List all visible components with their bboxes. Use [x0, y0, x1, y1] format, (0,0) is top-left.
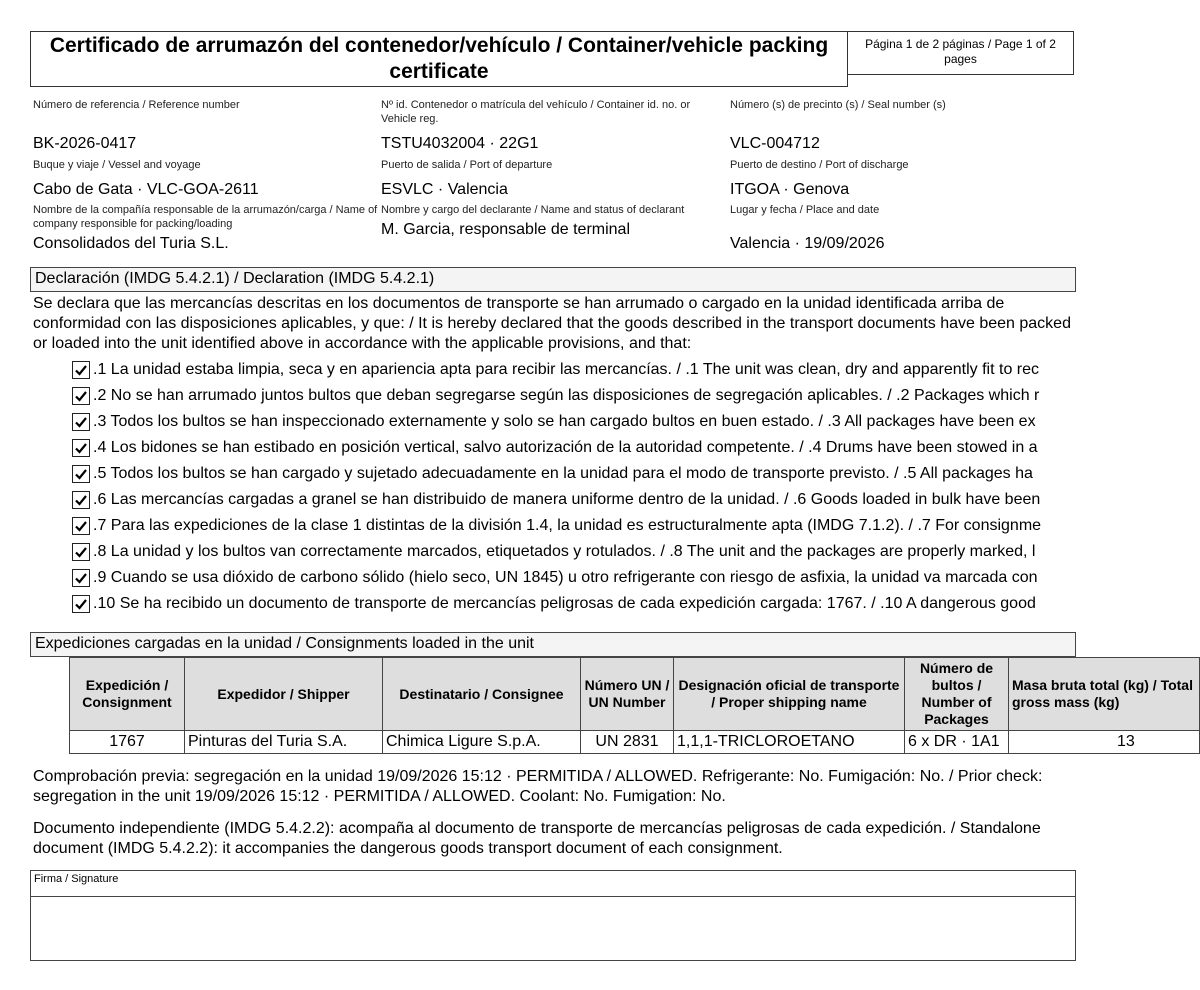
- reference-number-cell: [33, 98, 378, 112]
- check-icon: [74, 571, 88, 585]
- table-row: [70, 731, 1200, 754]
- vessel-cell: [33, 158, 259, 200]
- checkbox-checked[interactable]: [72, 439, 90, 457]
- checkbox-checked[interactable]: [72, 543, 90, 561]
- check-icon: [74, 493, 88, 507]
- checklist-item-text: .5 Todos los bultos se han cargado y sujetado adecuadamente en la unidad para el modo de transporte previsto. / .5 All packages ha: [93, 465, 1033, 482]
- declaration-checklist: [72, 357, 1076, 617]
- column-header-shipping-name: Designación oficial de transporte / Proper shipping name: [674, 658, 905, 731]
- cell-consignee: Chimica Ligure S.p.A.: [383, 731, 581, 754]
- declarant-cell: [381, 203, 701, 240]
- checklist-item-text: .4 Los bidones se han estibado en posición vertical, salvo autorización de la autoridad competente. / .4 Drums have been stowed in a: [93, 439, 1038, 456]
- declarant-value: M. Garcia, responsable de terminal: [381, 221, 630, 238]
- checklist-item: [72, 409, 1076, 435]
- checkbox-checked[interactable]: [72, 517, 90, 535]
- place-date-label: Lugar y fecha / Place and date: [730, 204, 880, 216]
- packing-certificate-page: [30, 31, 1193, 885]
- check-icon: [74, 363, 88, 377]
- column-header-consignment: Expedición / Consignment: [70, 658, 185, 731]
- column-header-shipper: Expedidor / Shipper: [185, 658, 383, 731]
- cell-shipping-name: 1,1,1-TRICLOROETANO: [674, 731, 905, 754]
- checklist-item-text: .8 La unidad y los bultos van correctamente marcados, etiquetados y rotulados. / .8 The unit and the packages are properly marked, l: [93, 543, 1036, 560]
- check-icon: [74, 389, 88, 403]
- checklist-item-text: .1 La unidad estaba limpia, seca y en apariencia apta para recibir las mercancías. / .1 The unit was clean, dry and apparently fit to rec: [93, 361, 1040, 378]
- signature-area[interactable]: [31, 897, 1075, 960]
- declarant-label: Nombre y cargo del declarante / Name and status of declarant: [381, 204, 685, 216]
- departure-label: Puerto de salida / Port of departure: [381, 159, 553, 171]
- checkbox-checked[interactable]: [72, 595, 90, 613]
- prior-check-note: Comprobación previa: segregación en la unidad 19/09/2026 15:12 · PERMITIDA / ALLOWED. Refrigerante: No. Fumigación: No. / Prior check: segregation in the unit 19/09/2026 15:12 · PERMITIDA / ALLOWED. Coolant: No. Fumigation: No.: [33, 768, 1043, 805]
- container-id-value: TSTU4032004 · 22G1: [381, 135, 539, 152]
- checklist-item-text: .10 Se ha recibido un documento de transporte de mercancías peligrosas de cada expedición cargada: 1767. / .10 A dangerous good: [93, 595, 1036, 612]
- checkbox-checked[interactable]: [72, 569, 90, 587]
- seal-number-value-cell: [730, 134, 820, 154]
- column-header-packages: Número de bultos / Number of Packages: [905, 658, 1009, 731]
- reference-number-label: Número de referencia / Reference number: [33, 99, 240, 111]
- departure-value: ESVLC · Valencia: [381, 181, 508, 198]
- checklist-item: [72, 383, 1076, 409]
- consignments-heading: Expediciones cargadas en la unidad / Consignments loaded in the unit: [30, 632, 1076, 657]
- checklist-item-text: .3 Todos los bultos se han inspeccionado externamente y solo se han cargado bultos en buen estado. / .3 All packages have been ex: [93, 413, 1036, 430]
- cell-un-number: UN 2831: [581, 731, 674, 754]
- checklist-item-text: .9 Cuando se usa dióxido de carbono sólido (hielo seco, UN 1845) u otro refrigerante con riesgo de asfixia, la unidad va marcada con: [93, 569, 1038, 586]
- signature-label: Firma / Signature: [31, 871, 1075, 897]
- check-icon: [74, 597, 88, 611]
- vessel-label: Buque y viaje / Vessel and voyage: [33, 159, 201, 171]
- declaration-intro: Se declara que las mercancías descritas en los documentos de transporte se han arrumado o cargado en la unidad identificada arriba de conformidad con las disposiciones aplicables, y que: / It is hereby declared that the goods described in the transport documents have been packed or loaded into the unit identified above in accordance with the applicable provisions, and that:: [33, 295, 1071, 352]
- consignments-table: [69, 657, 1200, 754]
- checklist-item: [72, 513, 1076, 539]
- checkbox-checked[interactable]: [72, 361, 90, 379]
- cell-gross-mass: 13: [1009, 731, 1200, 754]
- cell-consignment: 1767: [70, 731, 185, 754]
- container-id-label: Nº id. Contenedor o matrícula del vehículo / Container id. no. or Vehicle reg.: [381, 99, 691, 125]
- page-indicator: Página 1 de 2 páginas / Page 1 of 2 pages: [848, 31, 1074, 75]
- departure-cell: [381, 158, 552, 200]
- signature-box: [30, 870, 1076, 961]
- title-row: [30, 31, 1076, 88]
- vessel-value: Cabo de Gata · VLC-GOA-2611: [33, 181, 259, 198]
- cell-shipper: Pinturas del Turia S.A.: [185, 731, 383, 754]
- column-header-gross-mass: Masa bruta total (kg) / Total gross mass (kg): [1009, 658, 1200, 731]
- check-icon: [74, 467, 88, 481]
- table-header-row: [70, 658, 1200, 731]
- seal-number-value: VLC-004712: [730, 135, 820, 152]
- seal-number-label: Número (s) de precinto (s) / Seal number (s): [730, 99, 946, 111]
- checklist-item: [72, 565, 1076, 591]
- checklist-item-text: .7 Para las expediciones de la clase 1 distintas de la división 1.4, la unidad es estructuralmente apta (IMDG 7.1.2). / .7 For consignme: [93, 517, 1042, 534]
- company-value: Consolidados del Turia S.L.: [33, 235, 229, 252]
- check-icon: [74, 545, 88, 559]
- company-cell: [33, 203, 378, 254]
- cell-packages: 6 x DR · 1A1: [905, 731, 1009, 754]
- container-id-cell: [381, 98, 726, 126]
- declaration-heading: Declaración (IMDG 5.4.2.1) / Declaration (IMDG 5.4.2.1): [30, 267, 1076, 292]
- column-header-un-number: Número UN / UN Number: [581, 658, 674, 731]
- place-date-cell: [730, 203, 1075, 254]
- checklist-item: [72, 357, 1076, 383]
- check-icon: [74, 519, 88, 533]
- reference-number-value: BK-2026-0417: [33, 135, 137, 152]
- checklist-item: [72, 539, 1076, 565]
- checkbox-checked[interactable]: [72, 465, 90, 483]
- standalone-note: Documento independiente (IMDG 5.4.2.2): acompaña al documento de transporte de mercancías peligrosas de cada expedición. / Standalone document (IMDG 5.4.2.2): it accompanies the dangerous goods transport document of each consignment.: [33, 820, 1041, 857]
- checklist-item: [72, 591, 1076, 617]
- seal-number-cell: [730, 98, 1075, 112]
- check-icon: [74, 415, 88, 429]
- checkbox-checked[interactable]: [72, 387, 90, 405]
- checkbox-checked[interactable]: [72, 413, 90, 431]
- checklist-item: [72, 461, 1076, 487]
- document-title: Certificado de arrumazón del contenedor/vehículo / Container/vehicle packing certificate: [30, 31, 848, 87]
- column-header-consignee: Destinatario / Consignee: [383, 658, 581, 731]
- discharge-label: Puerto de destino / Port of discharge: [730, 159, 909, 171]
- checklist-item-text: .2 No se han arrumado juntos bultos que deban segregarse según las disposiciones de segregación aplicables. / .2 Packages which r: [93, 387, 1040, 404]
- place-date-value: Valencia · 19/09/2026: [730, 235, 885, 252]
- discharge-value: ITGOA · Genova: [730, 181, 850, 198]
- consignments-table-wrap: [69, 657, 1193, 754]
- company-label: Nombre de la compañía responsable de la arrumazón/carga / Name of company responsible for packing/loading: [33, 204, 378, 230]
- checklist-item: [72, 435, 1076, 461]
- reference-number-value-cell: [33, 134, 136, 154]
- container-id-value-cell: [381, 134, 538, 154]
- check-icon: [74, 441, 88, 455]
- checklist-item: [72, 487, 1076, 513]
- discharge-cell: [730, 158, 909, 200]
- checklist-item-text: .6 Las mercancías cargadas a granel se han distribuido de manera uniforme dentro de la unidad. / .6 Goods loaded in bulk have been: [93, 491, 1041, 508]
- checkbox-checked[interactable]: [72, 491, 90, 509]
